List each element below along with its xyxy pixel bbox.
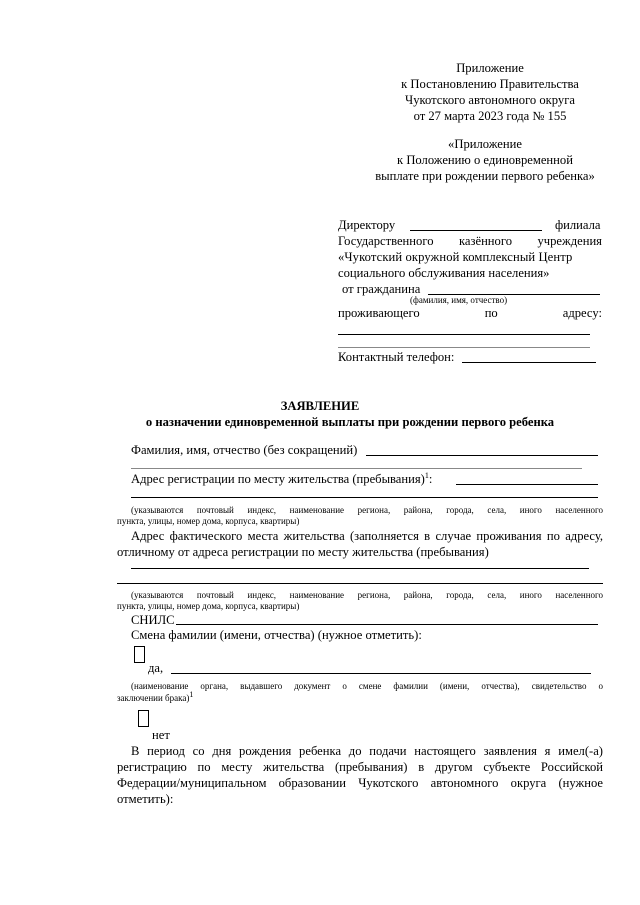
residing-word-2: по — [484, 306, 498, 320]
address-hint2-2: пункта, улицы, номер дома, корпуса, квартиры) — [117, 601, 300, 611]
fio-hint: (фамилия, имя, отчество) — [410, 295, 508, 305]
period-line-3: Федерации/муниципальном образовании Чукотского автономного округа (нужное — [117, 776, 603, 790]
branch-label: филиала — [555, 218, 601, 232]
appendix-line-4: от 27 марта 2023 года № 155 — [413, 109, 567, 123]
from-label: от гражданина — [342, 282, 421, 296]
name-change-doc-line[interactable] — [171, 673, 591, 674]
residing-word-1: проживающего — [338, 306, 420, 320]
director-name-line[interactable] — [410, 230, 542, 231]
doc-hint-2-text: заключении брака) — [117, 693, 190, 703]
fio-input-line-2[interactable] — [131, 468, 582, 469]
org-word-3: учреждения — [537, 234, 602, 248]
snils-input-line[interactable] — [176, 624, 598, 625]
reg-address-colon: : — [428, 472, 433, 486]
phone-line[interactable] — [462, 362, 596, 363]
no-label: нет — [152, 728, 170, 742]
address-line-1[interactable] — [338, 334, 590, 335]
appendix2-line-3: выплате при рождении первого ребенка» — [375, 169, 595, 183]
period-line-1: В период со дня рождения ребенка до подачи настоящего заявления я имел(-а) — [131, 744, 603, 758]
footnote-mark-1: 1 — [424, 470, 429, 480]
org-line-1 — [338, 233, 602, 249]
org-line-2: «Чукотский окружной комплексный Центр — [338, 250, 573, 264]
address-hint-1: (указываются почтовый индекс, наименование региона, района, города, села, иного населенного — [131, 505, 603, 515]
doc-hint-1: (наименование органа, выдавшего документ о смене фамилии (имени, отчества), свидетельство о — [131, 681, 603, 691]
name-change-label: Смена фамилии (имени, отчества) (нужное отметить): — [131, 628, 422, 642]
doc-hint-2 — [117, 692, 193, 704]
org-word-2: казённого — [458, 234, 512, 248]
actual-address-input-2[interactable] — [117, 583, 603, 584]
reg-address-line-2[interactable] — [131, 497, 598, 498]
footnote-mark-2: 1 — [189, 690, 194, 699]
document-title: ЗАЯВЛЕНИЕ — [280, 399, 360, 413]
org-word-1: Государственного — [338, 234, 434, 248]
appendix2-line-1: «Приложение — [448, 137, 522, 151]
appendix-line-3: Чукотского автономного округа — [405, 93, 575, 107]
document-subtitle: о назначении единовременной выплаты при рождении первого ребенка — [145, 415, 555, 429]
reg-address-text: Адрес регистрации по месту жительства (пребывания) — [131, 472, 425, 486]
yes-label: да, — [148, 661, 164, 675]
actual-address-line-1: Адрес фактического места жительства (заполняется в случае проживания по адресу, — [131, 529, 603, 543]
address-hint-2: пункта, улицы, номер дома, корпуса, квартиры) — [117, 516, 300, 526]
period-line-4: отметить): — [117, 792, 174, 806]
actual-address-input-1[interactable] — [131, 568, 589, 569]
residing-line — [338, 305, 602, 321]
phone-label: Контактный телефон: — [338, 350, 455, 364]
address-hint2-1: (указываются почтовый индекс, наименование региона, района, города, села, иного населенного — [131, 590, 603, 600]
org-line-3: социального обслуживания населения» — [338, 266, 550, 280]
address-line-2[interactable] — [338, 347, 590, 348]
reg-address-line[interactable] — [456, 484, 598, 485]
name-change-yes-checkbox[interactable] — [134, 646, 145, 663]
period-line-2: регистрацию по месту жительства (пребывания) в другом субъекте Российской — [117, 760, 603, 774]
fio-label: Фамилия, имя, отчество (без сокращений) — [131, 443, 358, 457]
name-change-no-checkbox[interactable] — [138, 710, 149, 727]
reg-address-label — [131, 471, 432, 487]
appendix-line-1: Приложение — [456, 61, 524, 75]
actual-address-line-2: отличному от адреса регистрации по месту жительства (пребывания) — [117, 545, 489, 559]
fio-input-line[interactable] — [366, 455, 598, 456]
residing-word-3: адресу: — [562, 306, 602, 320]
appendix2-line-2: к Положению о единовременной — [397, 153, 573, 167]
appendix-line-2: к Постановлению Правительства — [401, 77, 579, 91]
director-label: Директору — [338, 218, 396, 232]
snils-label: СНИЛС — [131, 613, 175, 627]
